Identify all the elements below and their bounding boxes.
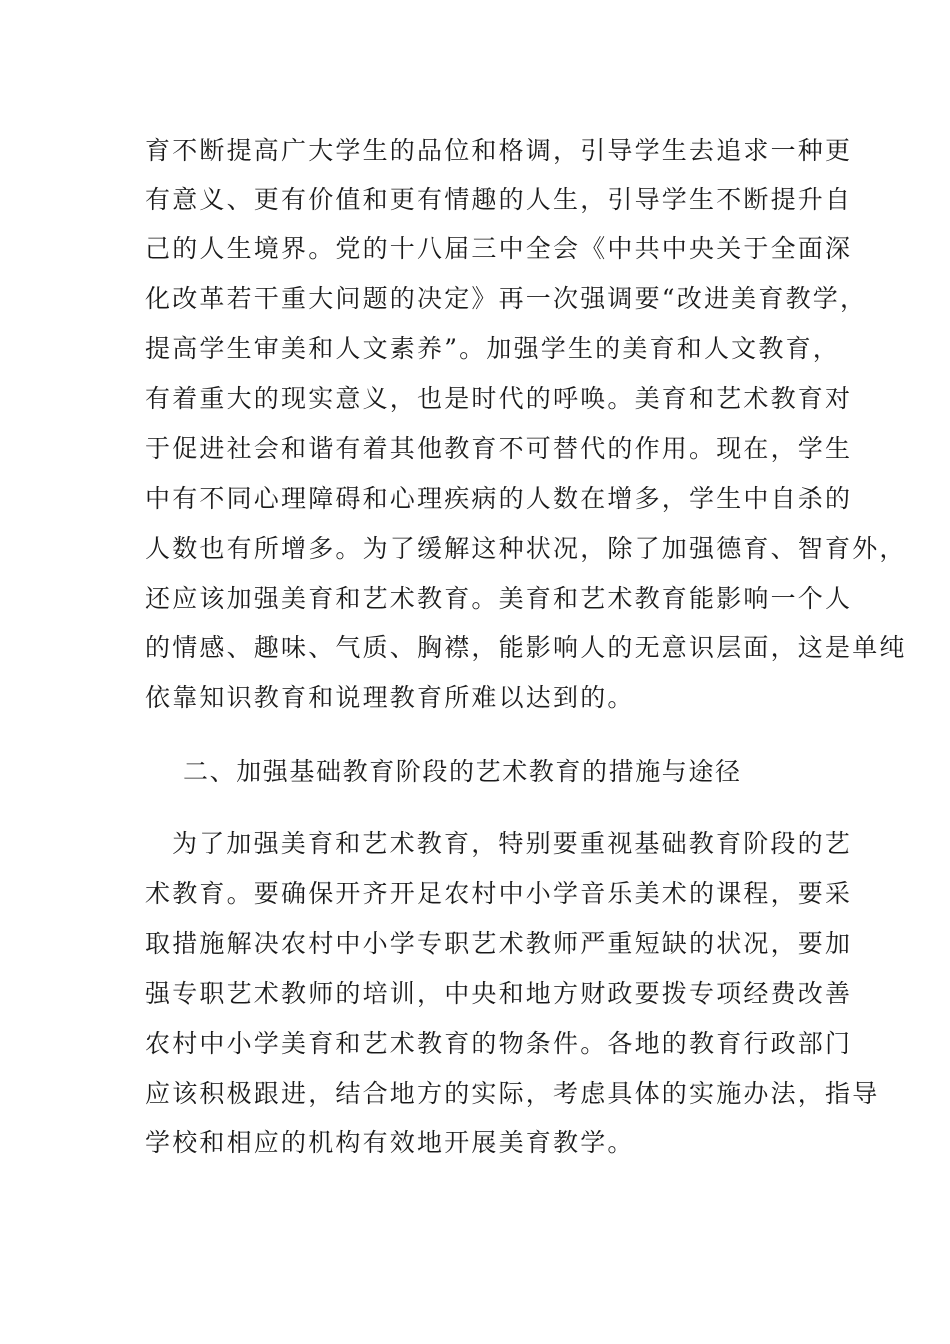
text-line: 育不断提高广大学生的品位和格调，引导学生去追求一种更 [145,136,853,165]
text-line: 术教育。要确保开齐开足农村中小学音乐美术的课程，要采 [145,879,853,908]
text-line: 应该积极跟进，结合地方的实际，考虑具体的实施办法，指导 [145,1079,880,1108]
section-heading: 二、加强基础教育阶段的艺术教育的措施与途径 [183,757,742,786]
text-line: 有意义、更有价值和更有情趣的人生，引导学生不断提升自 [145,185,853,214]
text-line: 学校和相应的机构有效地开展美育教学。 [145,1128,635,1157]
text-line: 依靠知识教育和说理教育所难以达到的。 [145,683,635,712]
text-line: 为了加强美育和艺术教育，特别要重视基础教育阶段的艺 [172,829,853,858]
text-line: 农村中小学美育和艺术教育的物条件。各地的教育行政部门 [145,1029,853,1058]
text-line: 还应该加强美育和艺术教育。美育和艺术教育能影响一个人 [145,584,853,613]
text-line: 强专职艺术教师的培训，中央和地方财政要拨专项经费改善 [145,979,853,1008]
text-line: 人数也有所增多。为了缓解这种状况，除了加强德育、智育外， [145,534,907,563]
text-line: 提高学生审美和人文素养”。加强学生的美育和人文教育， [145,334,840,363]
text-line: 化改革若干重大问题的决定》再一次强调要“改进美育教学， [145,284,868,313]
text-line: 己的人生境界。党的十八届三中全会《中共中央关于全面深 [145,234,853,263]
text-line: 中有不同心理障碍和心理疾病的人数在增多，学生中自杀的 [145,484,853,513]
text-line: 于促进社会和谐有着其他教育不可替代的作用。现在，学生 [145,434,853,463]
text-line: 取措施解决农村中小学专职艺术教师严重短缺的状况，要加 [145,929,853,958]
text-line: 的情感、趣味、气质、胸襟，能影响人的无意识层面，这是单纯 [145,633,907,662]
text-line: 有着重大的现实意义，也是时代的呼唤。美育和艺术教育对 [145,384,853,413]
